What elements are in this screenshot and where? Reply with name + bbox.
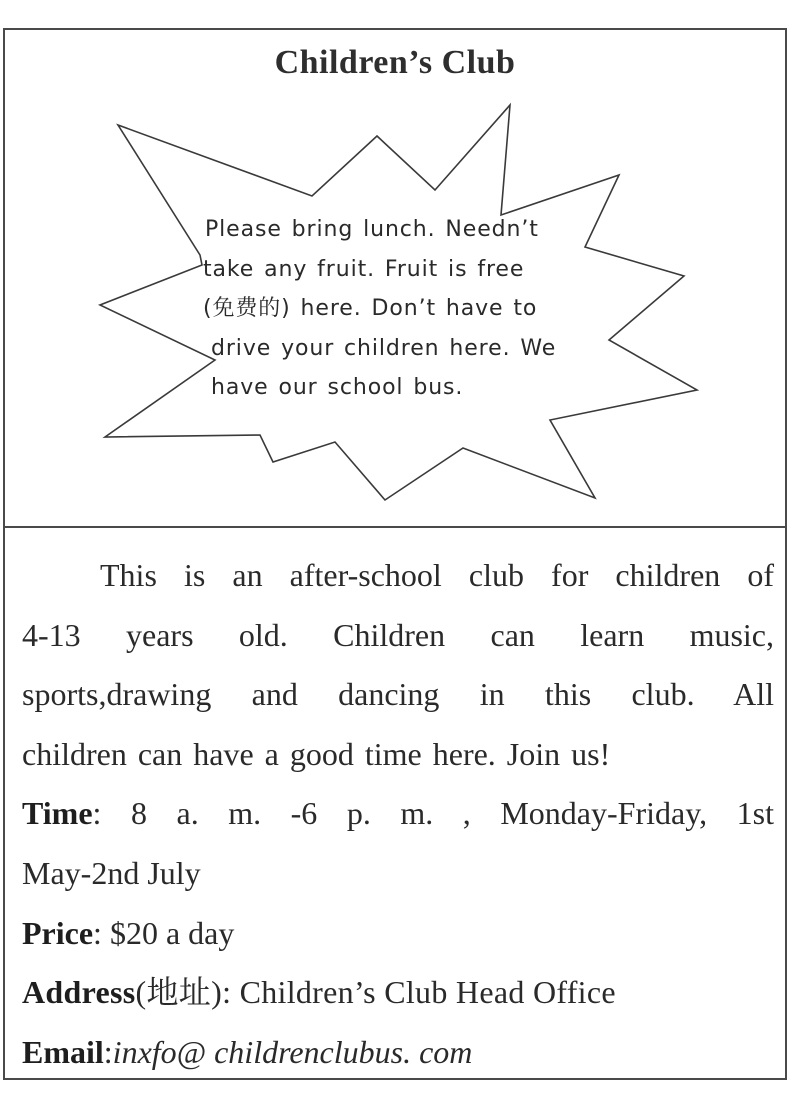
club-notice-card (3, 28, 787, 1080)
email-label: Email (22, 1033, 104, 1070)
time-value: 8 a. m. -6 p. m. , Monday-Friday, 1st (130, 795, 775, 832)
description-line: sports,drawing and dancing in this club. All (22, 676, 774, 713)
price-label: Price (22, 914, 94, 951)
description-line: 4-13 years old. Children can learn music, (22, 616, 774, 653)
price-value: $20 a day (109, 914, 235, 951)
email-value: inxfo@ childrenclubus. com (112, 1033, 473, 1070)
time-row: Time: 8 a. m. -6 p. m. , Monday-Friday, 1st (22, 795, 775, 832)
price-row: Price: $20 a day (22, 914, 235, 951)
time-row-continued (22, 844, 774, 904)
notice-line: take any fruit. Fruit is free (203, 256, 525, 282)
club-description (22, 546, 774, 1082)
time-label: Time (22, 795, 93, 832)
address-label: Address (22, 974, 136, 1011)
description-line: This is an after-school club for children of (100, 557, 774, 593)
club-title: Children’s Club (274, 44, 516, 81)
notice-line: drive your children here. We (211, 335, 557, 361)
notice-line: have our school bus. (211, 375, 464, 400)
description-line: children can have a good time here. Join us! (22, 735, 611, 772)
email-row: Email:inxfo@ childrenclubus. com (22, 1033, 473, 1070)
address-row: Address(地址): Children’s Club Head Office (22, 974, 616, 1011)
address-value: Children’s Club Head Office (239, 974, 616, 1011)
section-divider (5, 526, 785, 528)
notice-line: (免费的) here. Don’t have to (203, 296, 538, 321)
address-note: (地址) (135, 974, 223, 1011)
time-value-continued: May-2nd July (22, 854, 201, 891)
notice-text (203, 210, 603, 408)
notice-line: Please bring lunch. Needn’t (205, 217, 539, 242)
